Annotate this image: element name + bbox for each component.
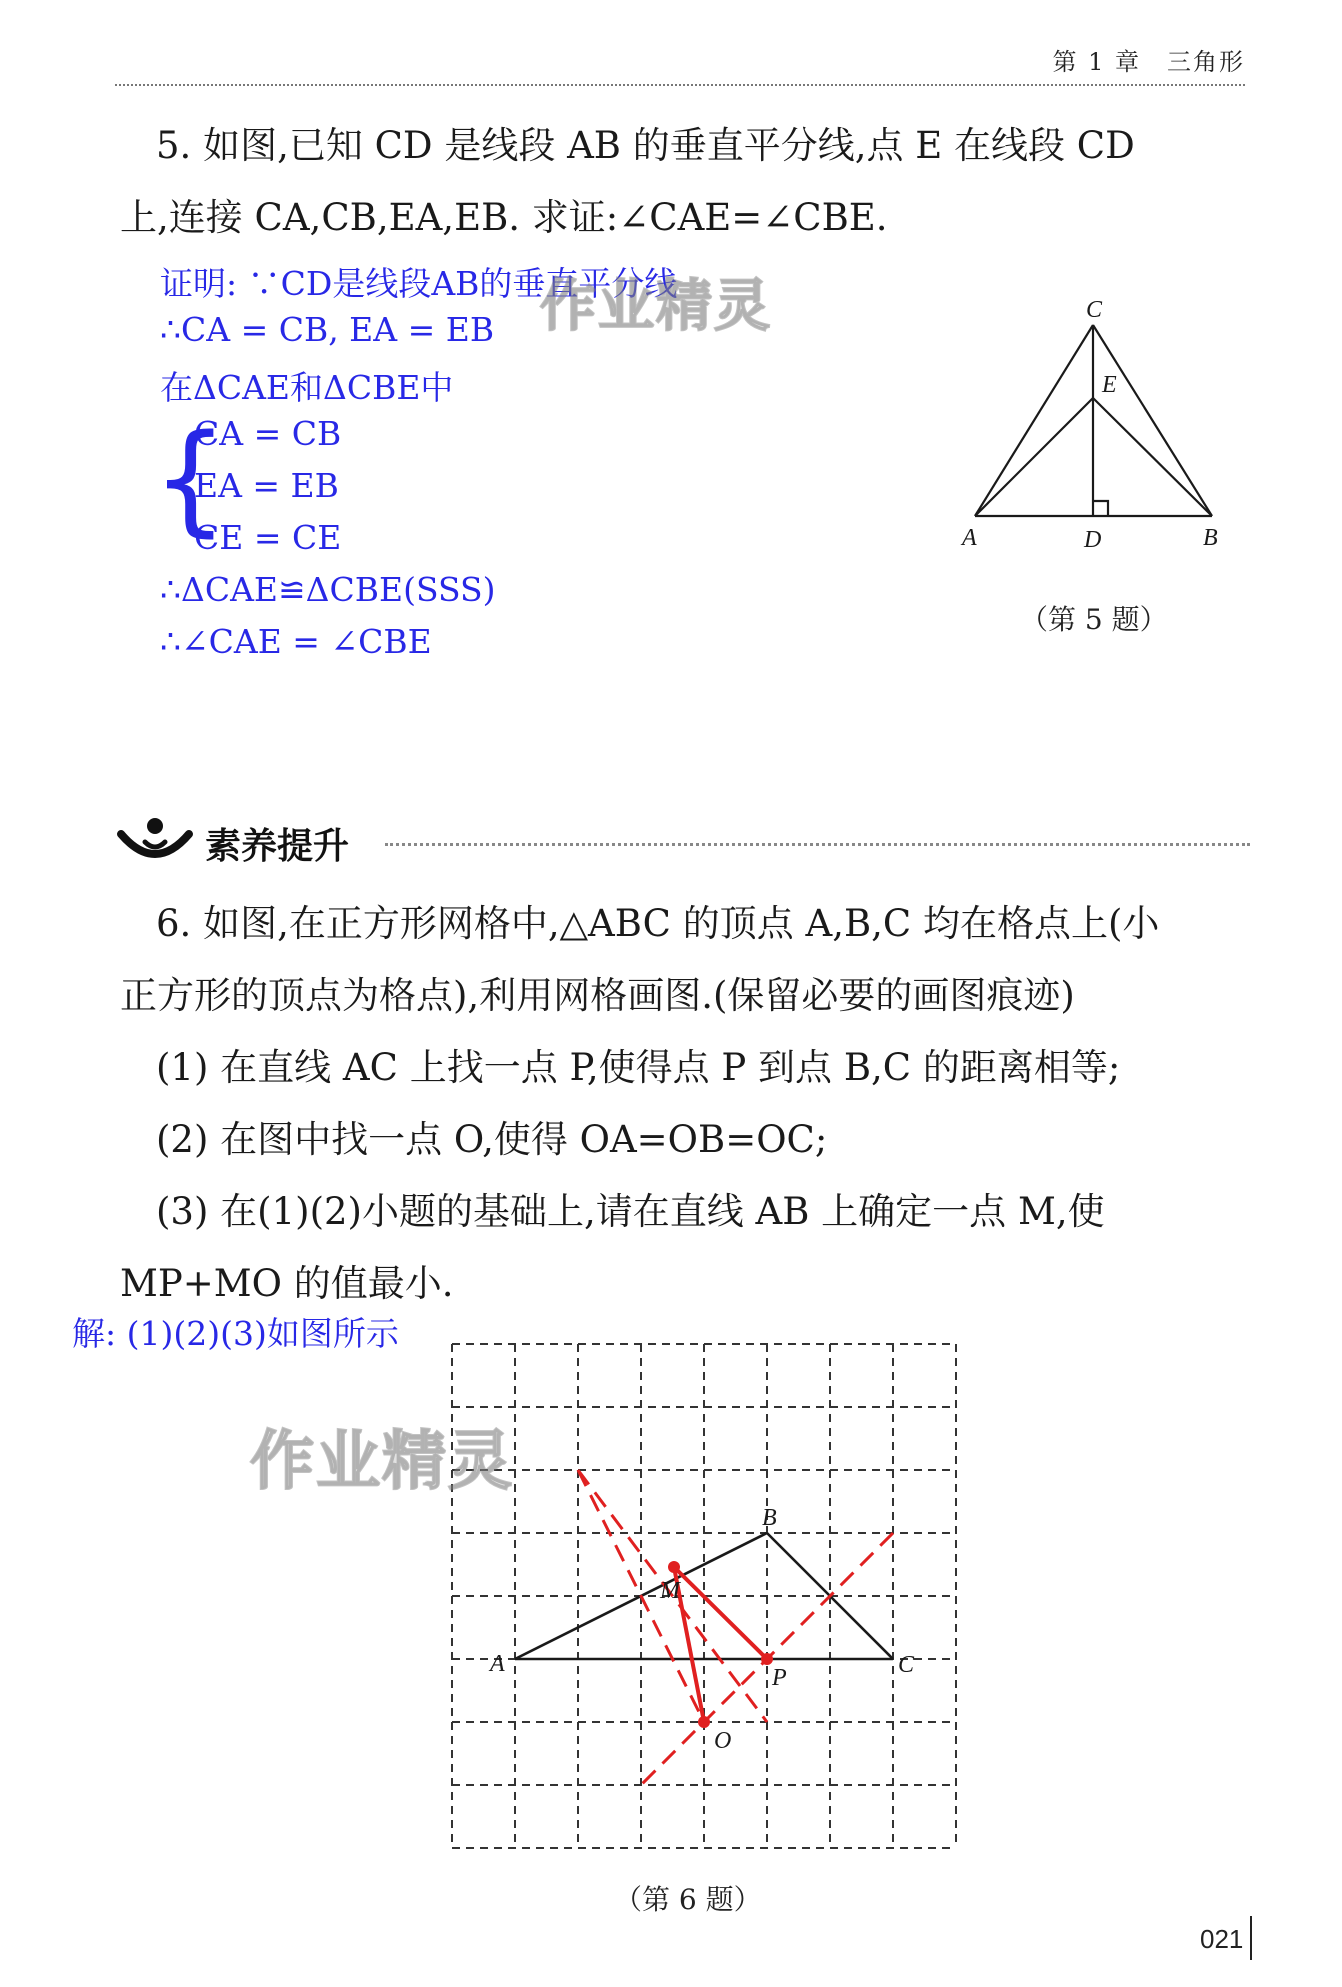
segment-EB [1093, 398, 1212, 516]
point-P [761, 1653, 773, 1665]
label-C: C [1086, 297, 1103, 323]
question-5-line-1: 5. 如图,已知 CD 是线段 AB 的垂直平分线,点 E 在线段 CD [156, 124, 1135, 167]
segment-EA [975, 398, 1093, 516]
question-6-part-1: (1) 在直线 AC 上找一点 P,使得点 P 到点 B,C 的距离相等; [156, 1046, 1121, 1089]
proof-line-2: ∴CA = CB, EA = EB [160, 310, 495, 349]
label-O: O [714, 1728, 732, 1754]
page-number-rule [1250, 1916, 1252, 1960]
label-P: P [772, 1665, 787, 1691]
label-C: C [898, 1652, 915, 1678]
question-6-line-1: 6. 如图,在正方形网格中,△ABC 的顶点 A,B,C 均在格点上(小 [156, 902, 1160, 945]
question-6-part-3a: (3) 在(1)(2)小题的基础上,请在直线 AB 上确定一点 M,使 [156, 1190, 1105, 1233]
point-M [668, 1561, 680, 1573]
figure-5-triangle [960, 290, 1230, 580]
question-6-part-3b: MP+MO 的值最小. [120, 1262, 454, 1305]
label-M: M [660, 1578, 680, 1604]
question-6-line-2: 正方形的顶点为格点),利用网格画图.(保留必要的画图痕迹) [120, 974, 1075, 1017]
label-A: A [962, 525, 977, 551]
figure-5-caption: （第 5 题） [1020, 603, 1168, 636]
proof-system-2: EA = EB [194, 466, 339, 505]
right-angle-mark [1093, 501, 1108, 516]
point-O [698, 1716, 710, 1728]
section-icon [115, 812, 195, 868]
question-6-answer: 解: (1)(2)(3)如图所示 [72, 1314, 399, 1353]
segment-CA [975, 325, 1093, 516]
chapter-title: 第 1 章 三角形 [1052, 48, 1245, 76]
segment-CB [1093, 325, 1212, 516]
question-6-text [120, 888, 1260, 1320]
proof-system-3: CE = CE [194, 518, 342, 557]
section-title: 素养提升 [205, 826, 350, 867]
question-5-text [120, 110, 1240, 254]
label-A: A [490, 1651, 505, 1677]
question-6-part-2: (2) 在图中找一点 O,使得 OA=OB=OC; [156, 1118, 828, 1161]
section-divider [385, 843, 1250, 846]
proof-line-1: 证明: ∵CD是线段AB的垂直平分线 [160, 264, 678, 303]
page-header [115, 36, 1245, 86]
question-5-line-2: 上,连接 CA,CB,EA,EB. 求证:∠CAE=∠CBE. [120, 196, 888, 239]
proof-line-5: ∴∠CAE = ∠CBE [160, 622, 432, 661]
label-E: E [1102, 372, 1117, 398]
watermark-bottom: 作业精灵 [250, 1425, 514, 1499]
figure-6-caption: （第 6 题） [614, 1883, 762, 1916]
proof-system [152, 410, 840, 570]
proof-system-1: CA = CB [194, 414, 342, 453]
watermark-top: 作业精灵 [540, 274, 772, 339]
figure-6-grid [440, 1340, 980, 1870]
label-D: D [1084, 527, 1102, 553]
label-B: B [1203, 525, 1218, 551]
proof-brace: { [152, 410, 229, 549]
proof-line-4: ∴ΔCAE≌ΔCBE(SSS) [160, 570, 496, 609]
proof-line-3: 在ΔCAE和ΔCBE中 [160, 368, 454, 407]
label-B: B [762, 1505, 777, 1531]
page-number: 021 [1200, 1924, 1244, 1954]
